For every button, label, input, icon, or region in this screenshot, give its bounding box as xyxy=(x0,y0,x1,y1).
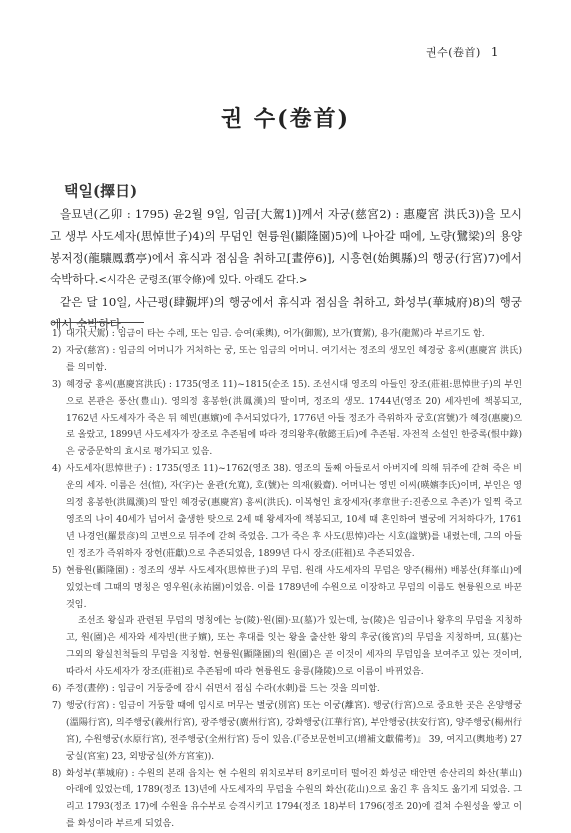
footnote-number: 2) xyxy=(52,345,62,356)
footnote-number: 5) xyxy=(52,565,62,576)
footnote-text: 현륭원(顯隆園) : 정조의 생부 사도세자(思悼世子)의 무덤. 원래 사도세자의 무덤은 양주(楊州) 배봉산(拜峯山)에 있었는데 그때의 명칭은 영우원(永祐園)이었음. 이를 1789년에 수원으로 이장하고 무덤의 이름도 현륭원으로 바꾼 것임. xyxy=(66,565,522,610)
footnote-number: 6) xyxy=(52,684,62,695)
footnotes xyxy=(52,326,522,833)
body-paragraph xyxy=(50,204,522,292)
footnote-number: 8) xyxy=(52,768,62,779)
footnote-text: 자궁(慈宮) : 임금의 어머니가 거처하는 궁, 또는 임금의 어머니. 여기서는 정조의 생모인 혜경궁 홍씨(惠慶宮 洪氏)를 의미함. xyxy=(66,345,522,373)
footnote-number: 4) xyxy=(52,464,62,475)
paragraph-text: 같은 달 10일, 사근평(肆覲坪)의 행궁에서 휴식과 점심을 취하고, 화성부(華城府)8)의 행궁에서 숙박하다. xyxy=(50,295,522,331)
footnote-text: 화성부(華城府) : 수원의 본래 읍치는 현 수원의 위치로부터 8키로미터 떨어진 화성군 태안면 송산리의 화산(華山) 아래에 있었는데, 1789(정조 13)년에 사도세자의 무덤을 수원의 화산(花山)으로 옮긴 후 읍치도 옮기게 되었음. 그리고 1793(정조 17)에 수원을 유수부로 승격시키고 1794(정조 18)부터 1796(정조 20)에 걸쳐 수원성을 쌓고 이를 화성이라 부르게 되었음. xyxy=(66,768,522,830)
footnote xyxy=(52,766,522,833)
running-header xyxy=(426,44,499,60)
body-text xyxy=(50,204,522,337)
footnote xyxy=(52,326,522,343)
running-title: 권수(卷首) xyxy=(426,46,481,59)
section-title: 택일(擇日) xyxy=(64,182,138,200)
footnote xyxy=(52,681,522,698)
footnote xyxy=(52,377,522,462)
footnote xyxy=(52,461,522,562)
footnote-number: 1) xyxy=(52,329,62,339)
footnote-number: 3) xyxy=(52,379,62,390)
footnote xyxy=(52,563,522,614)
page-number: 1 xyxy=(490,45,499,59)
chapter-title: 권 수(卷首) xyxy=(221,106,350,132)
footnote-text: 대가(大駕) : 임금이 타는 수레, 또는 임금. 승여(乘輿), 어가(御駕), 보가(寶駕), 용가(龍駕)라 부르기도 함. xyxy=(66,329,485,339)
paragraph-note: <시각은 군령조(軍令條)에 있다. 아래도 같다.> xyxy=(98,275,308,287)
footnote xyxy=(52,698,522,766)
footnote-text: 사도세자(思悼世子) : 1735(영조 11)~1762(영조 38). 영조의 둘째 아들로서 아버지에 의해 뒤주에 갇혀 죽은 비운의 세자. 이름은 선(愃), 자(字)는 윤관(允寬), 호(號)는 의재(毅齋). 어머니는 영빈 이씨(暎嬪李氏)이며, 부인은 영의정 홍봉한(洪鳳漢)의 딸인 혜경궁(惠慶宮) 홍씨(洪氏). 이복형인 효장세자(孝章世子:진종으로 추존)가 일찍 죽고 영조의 나이 40세가 넘어서 출생한 탓으로 2세 때 왕세자에 책봉되고, 10세 때 혼인하여 별궁에 거처하다가, 1761년 나경언(羅景彦)의 고변으로 뒤주에 갇혀 죽었음. 그가 죽은 후 사도(思悼)라는 시호(諡號)를 내렸는데, 그의 아들인 정조가 즉위하자 장헌(莊獻)으로 추존되었음, 1899년 다시 장조(莊祖)로 추존되었음. xyxy=(66,464,522,559)
footnote xyxy=(52,343,522,377)
footnote-text: 주정(晝停) : 임금이 거둥중에 잠시 쉬면서 점심 수라(水剌)를 드는 것을 의미함. xyxy=(66,684,380,695)
footnote-text: 혜경궁 홍씨(惠慶宮洪氏) : 1735(영조 11)~1815(순조 15). 조선시대 영조의 아들인 장조(莊祖:思悼世子)의 부인으로 본관은 풍산(豊山). 영의정 홍봉한(洪鳳漢)의 딸이며, 정조의 생모. 1744년(영조 20) 세자빈에 책봉되고, 1762년 사도세자가 죽은 뒤 혜빈(惠嬪)에 추서되었다가, 1776년 아들 정조가 즉위하자 궁호(宮號)가 혜경(惠慶)으로 올랐고, 1899년 사도세자가 장조로 추존됨에 따라 경의왕후(敬懿王后)에 추존됨. 자전적 소설인 한중록(恨中錄)은 궁중문학의 효시로 평가되고 있음. xyxy=(66,379,522,458)
footnote-divider xyxy=(52,322,144,323)
footnote-number: 7) xyxy=(52,700,62,711)
footnote-continuation: 조선조 왕실과 관련된 무덤의 명칭에는 능(陵)·원(園)·묘(墓)가 있는데, 능(陵)은 임금이나 왕후의 무덤을 지칭하고, 원(園)은 세자와 세자빈(世子嬪), 또는 후대를 잇는 왕을 출산한 왕의 후궁(後宮)의 무덤을 지칭하며, 묘(墓)는 그외의 왕실친척들의 무덤을 지칭함. 현륭원(顯隆園)의 원(園)은 곧 이것이 세자의 무덤임을 보여주고 있는 것이며, 따라서 사도세자가 장조(莊祖)로 추존됨에 따라 현륭원도 융릉(隆陵)으로 이름이 바뀌었음. xyxy=(66,616,522,678)
footnote-text: 행궁(行宮) : 임금이 거둥할 때에 임시로 머무는 별궁(別宮) 또는 이궁(離宮). 행궁(行宮)으로 중요한 곳은 온양행궁(溫陽行宮), 의주행궁(義州行宮), 광주행궁(廣州行宮), 강화행궁(江華行宮), 부안행궁(扶安行宮), 양주행궁(楊州行宮), 수원행궁(水原行宮), 전주행궁(全州行宮) 등이 있음.(『증보문헌비고(增補文獻備考)』 39, 여지고(輿地考) 27 궁실(宮室) 23, 외방궁실(外方宮室)). xyxy=(66,700,522,762)
paragraph-text: 을묘년(乙卯 : 1795) 윤2월 9일, 임금[大駕1)]께서 자궁(慈宮2) : 惠慶宮 洪氏3))을 모시고 생부 사도세자(思悼世子)4)의 무덤인 현륭원(顯隆園)5)에 나아갈 때에, 노량(鷺梁)의 용양 봉저정(龍驤鳳翥亭)에서 휴식과 점심을 취하고[晝停6)], 시흥현(始興縣)의 행궁(行宮)7)에서 숙박하다. xyxy=(50,207,522,287)
